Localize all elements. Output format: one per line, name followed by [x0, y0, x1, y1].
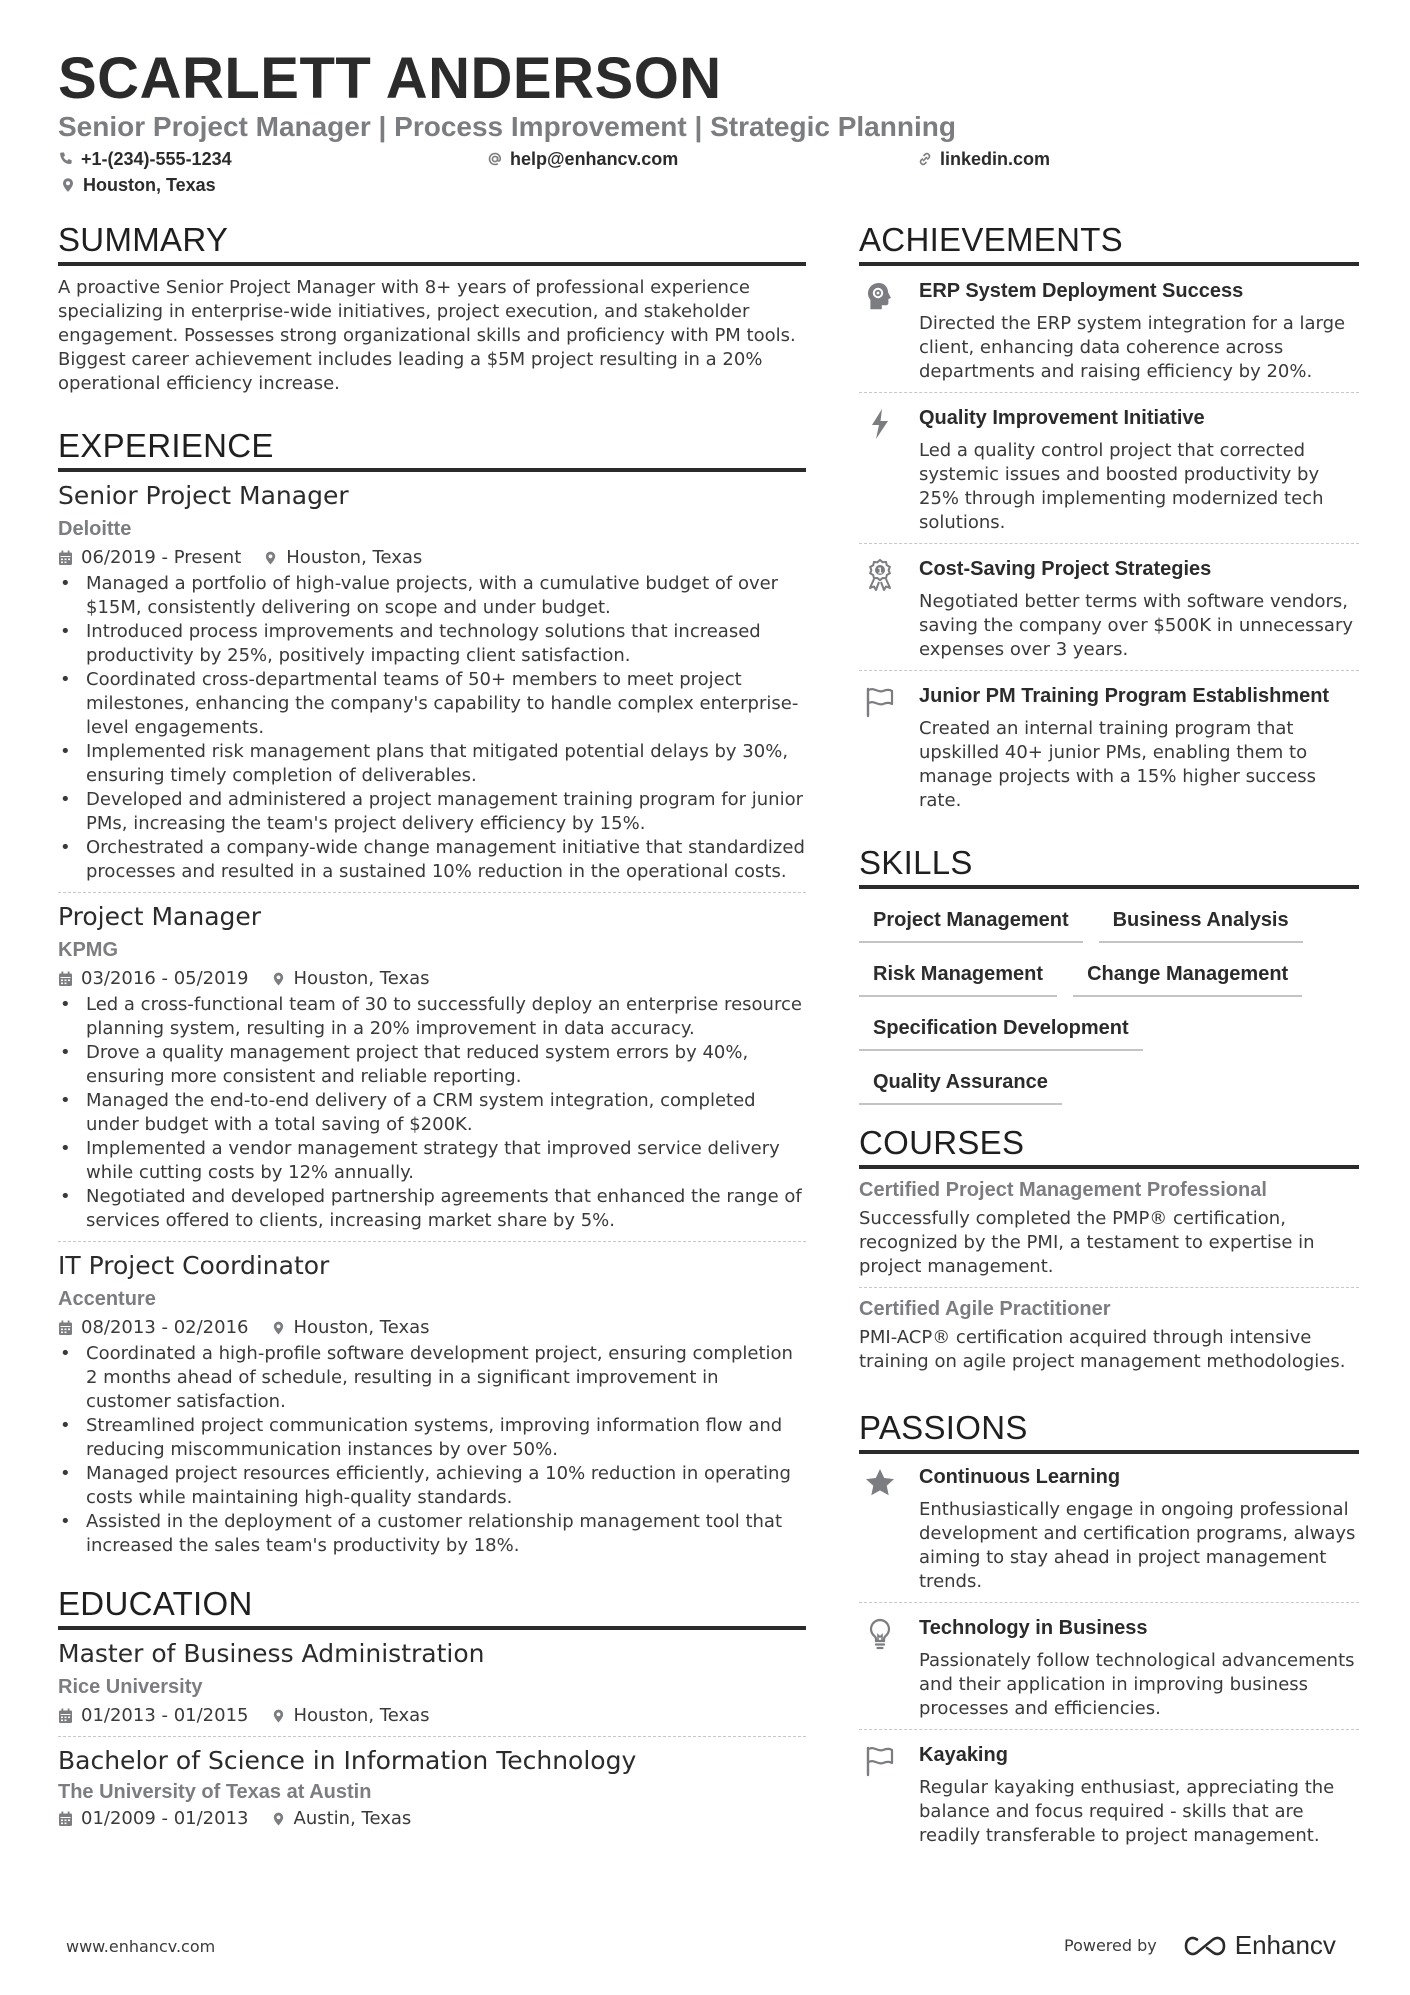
- candidate-name: SCARLETT ANDERSON: [58, 46, 722, 111]
- course-title: Certified Project Management Professional: [859, 1179, 1267, 1201]
- passion-title: Kayaking: [919, 1744, 1008, 1766]
- job-meta: [58, 967, 806, 991]
- degree-title: Bachelor of Science in Information Technology: [58, 1746, 637, 1775]
- education-entry: [58, 1737, 806, 1839]
- location-pin-icon: [271, 971, 286, 987]
- achievement-desc: Directed the ERP system integration for a large client, enhancing data coherence across departments and raising efficiency by 20%.: [919, 313, 1346, 382]
- skill-tag: Risk Management: [859, 957, 1057, 997]
- courses-heading: COURSES: [859, 1123, 1359, 1169]
- experience-entry: [58, 1242, 806, 1566]
- flag-icon: [863, 685, 897, 719]
- contact-location: [60, 174, 216, 196]
- achievement-title: ERP System Deployment Success: [919, 280, 1244, 302]
- passion-title: Continuous Learning: [919, 1466, 1121, 1488]
- school-name: Rice University: [58, 1676, 203, 1698]
- award-badge-icon: [863, 558, 897, 592]
- company-name: Deloitte: [58, 518, 132, 540]
- skill-tag: Quality Assurance: [859, 1065, 1062, 1105]
- achievement-title: Junior PM Training Program Establishment: [919, 685, 1330, 707]
- summary-text: A proactive Senior Project Manager with 8+ years of professional experience specializing in enterprise-wide initiatives, project execution, and stakeholder engagement. Possesses strong organizational skills and proficiency with PM tools. Biggest career achievement includes leading a $5M project resulting in a 20% operational efficiency increase.: [58, 277, 796, 394]
- location-pin-icon: [271, 1320, 286, 1336]
- phone-text: +1-(234)-555-1234: [81, 149, 232, 169]
- job-bullets: [58, 993, 806, 1233]
- passion-icon-wrap: [859, 1615, 901, 1721]
- passion-icon-wrap: [859, 1742, 901, 1848]
- course-desc: Successfully completed the PMP® certification, recognized by the PMI, a testament to expertise in project management.: [859, 1208, 1315, 1277]
- skills-list: [859, 889, 1359, 1119]
- school-name: The University of Texas at Austin: [58, 1781, 372, 1803]
- footer-website[interactable]: www.enhancv.com: [66, 1937, 216, 1956]
- education-dates: [58, 1807, 249, 1831]
- at-sign-icon: [487, 151, 503, 167]
- education-meta: [58, 1704, 806, 1728]
- calendar-icon: [58, 1708, 73, 1724]
- skill-tag: Specification Development: [859, 1011, 1143, 1051]
- passion-icon-wrap: [859, 1464, 901, 1594]
- passion-item: [859, 1730, 1359, 1856]
- achievement-item: [859, 393, 1359, 544]
- bullet-item: • Led a cross-functional team of 30 to successfully deploy an enterprise resource planning system, resulting in a 20% improvement in data accuracy.: [58, 993, 806, 1041]
- job-location-text: Houston, Texas: [293, 968, 430, 989]
- bullet-item: • Introduced process improvements and technology solutions that increased productivity by 25%, positively impacting client satisfaction.: [58, 620, 806, 668]
- bullet-item: • Implemented risk management plans that mitigated potential delays by 30%, ensuring timely completion of deliverables.: [58, 740, 806, 788]
- experience-entry: [58, 472, 806, 893]
- job-dates: [58, 1316, 249, 1340]
- achievement-body: [919, 556, 1359, 662]
- achievement-title: Quality Improvement Initiative: [919, 407, 1205, 429]
- bullet-item: • Negotiated and developed partnership agreements that enhanced the range of services offered to clients, increasing market share by 5%.: [58, 1185, 806, 1233]
- passion-body: [919, 1464, 1359, 1594]
- degree-title: Master of Business Administration: [58, 1639, 485, 1668]
- bullet-item: • Managed project resources efficiently, achieving a 10% reduction in operating costs while maintaining high-quality standards.: [58, 1462, 806, 1510]
- experience-entry: [58, 893, 806, 1242]
- calendar-icon: [58, 1811, 73, 1827]
- course-title: Certified Agile Practitioner: [859, 1298, 1111, 1320]
- passion-body: [919, 1615, 1359, 1721]
- achievement-body: [919, 683, 1359, 813]
- passions-heading: PASSIONS: [859, 1408, 1359, 1454]
- bullet-item: • Assisted in the deployment of a customer relationship management tool that increased the sales team's productivity by 18%.: [58, 1510, 806, 1558]
- job-location-text: Houston, Texas: [286, 547, 423, 568]
- job-bullets: [58, 572, 806, 884]
- calendar-icon: [58, 550, 73, 566]
- skill-tag: Business Analysis: [1099, 903, 1303, 943]
- left-column: [58, 220, 806, 1839]
- bullet-item: • Implemented a vendor management strategy that improved service delivery while cutting costs by 12% annually.: [58, 1137, 806, 1185]
- passion-title: Technology in Business: [919, 1617, 1148, 1639]
- job-dates-text: 03/2016 - 05/2019: [81, 968, 249, 989]
- footer-branding: [1064, 1930, 1336, 1961]
- passion-desc: Regular kayaking enthusiast, appreciating the balance and focus required - skills that are readily transferable to project management.: [919, 1777, 1335, 1846]
- achievement-body: [919, 405, 1359, 535]
- education-location: [271, 1807, 412, 1831]
- education-location-text: Houston, Texas: [293, 1705, 430, 1726]
- brand-logo[interactable]: [1183, 1930, 1336, 1961]
- location-pin-icon: [271, 1708, 286, 1724]
- candidate-headline: Senior Project Manager | Process Improvement | Strategic Planning: [58, 111, 956, 142]
- powered-by-text: Powered by: [1064, 1936, 1157, 1955]
- job-meta: [58, 546, 806, 570]
- skill-tag: Project Management: [859, 903, 1083, 943]
- achievement-body: [919, 278, 1359, 384]
- job-dates-text: 06/2019 - Present: [81, 547, 242, 568]
- head-gear-icon: [863, 280, 897, 314]
- location-pin-icon: [60, 177, 76, 193]
- job-title: Senior Project Manager: [58, 481, 349, 510]
- lightning-icon: [863, 407, 897, 441]
- job-location: [271, 1316, 430, 1340]
- course-desc: PMI-ACP® certification acquired through intensive training on agile project management methodologies.: [859, 1327, 1346, 1372]
- calendar-icon: [58, 971, 73, 987]
- location-pin-icon: [263, 550, 278, 566]
- bullet-item: • Developed and administered a project management training program for junior PMs, increasing the team's project delivery efficiency by 15%.: [58, 788, 806, 836]
- achievement-icon-wrap: [859, 683, 901, 813]
- bullet-item: • Orchestrated a company-wide change management initiative that standardized processes and resulted in a sustained 10% reduction in the operational costs.: [58, 836, 806, 884]
- achievements-heading: ACHIEVEMENTS: [859, 220, 1359, 266]
- achievement-desc: Led a quality control project that corrected systemic issues and boosted productivity by 25% through implementing modernized tech solutions.: [919, 440, 1324, 533]
- job-location: [271, 967, 430, 991]
- passion-item: [859, 1454, 1359, 1603]
- passion-desc: Enthusiastically engage in ongoing professional development and certification programs, always aiming to stay ahead in project management trends.: [919, 1499, 1356, 1592]
- education-dates-text: 01/2013 - 01/2015: [81, 1705, 249, 1726]
- job-dates: [58, 967, 249, 991]
- bullet-item: • Managed a portfolio of high-value projects, with a cumulative budget of over $15M, consistently delivering on scope and under budget.: [58, 572, 806, 620]
- bullet-item: • Coordinated a high-profile software development project, ensuring completion 2 months ahead of schedule, resulting in a significant improvement in customer satisfaction.: [58, 1342, 806, 1414]
- svg-text:1: 1: [877, 566, 883, 576]
- job-title: IT Project Coordinator: [58, 1251, 330, 1280]
- job-bullets: [58, 1342, 806, 1558]
- contact-phone: [58, 148, 232, 170]
- contact-email[interactable]: [487, 148, 678, 170]
- passion-item: [859, 1603, 1359, 1730]
- achievement-desc: Created an internal training program that upskilled 40+ junior PMs, enabling them to manage projects with a 15% higher success rate.: [919, 718, 1317, 811]
- calendar-icon: [58, 1320, 73, 1336]
- passion-body: [919, 1742, 1359, 1848]
- bullet-item: • Drove a quality management project that reduced system errors by 40%, ensuring more consistent and reliable reporting.: [58, 1041, 806, 1089]
- education-location-text: Austin, Texas: [293, 1808, 412, 1829]
- skills-heading: SKILLS: [859, 843, 1359, 889]
- achievement-item: [859, 266, 1359, 393]
- linkedin-text[interactable]: linkedin.com: [940, 149, 1051, 169]
- phone-icon: [58, 151, 74, 167]
- contact-linkedin[interactable]: [917, 148, 1050, 170]
- right-column: [859, 220, 1359, 1856]
- lightbulb-icon: [863, 1617, 897, 1651]
- education-meta: [58, 1807, 806, 1831]
- email-text[interactable]: help@enhancv.com: [510, 149, 679, 169]
- job-location: [263, 546, 422, 570]
- summary-heading: SUMMARY: [58, 220, 806, 266]
- education-dates: [58, 1704, 249, 1728]
- bullet-item: • Streamlined project communication systems, improving information flow and reducing miscommunication instances by over 50%.: [58, 1414, 806, 1462]
- achievement-item: [859, 671, 1359, 821]
- brand-name: Enhancv: [1234, 1930, 1336, 1960]
- flag-icon: [863, 1744, 897, 1778]
- education-dates-text: 01/2009 - 01/2013: [81, 1808, 249, 1829]
- job-dates-text: 08/2013 - 02/2016: [81, 1317, 249, 1338]
- company-name: Accenture: [58, 1288, 156, 1310]
- experience-heading: EXPERIENCE: [58, 426, 806, 472]
- achievement-desc: Negotiated better terms with software vendors, saving the company over $500K in unnecessary expenses over 3 years.: [919, 591, 1353, 660]
- education-location: [271, 1704, 430, 1728]
- achievement-item: [859, 544, 1359, 671]
- bullet-item: • Managed the end-to-end delivery of a CRM system integration, completed under budget with a total saving of $200K.: [58, 1089, 806, 1137]
- location-text: Houston, Texas: [83, 175, 216, 195]
- passion-desc: Passionately follow technological advancements and their application in improving business processes and efficiencies.: [919, 1650, 1355, 1719]
- job-dates: [58, 546, 241, 570]
- course-item: [859, 1169, 1359, 1288]
- skill-tag: Change Management: [1073, 957, 1302, 997]
- education-heading: EDUCATION: [58, 1584, 806, 1630]
- achievement-icon-wrap: [859, 556, 901, 662]
- achievement-icon-wrap: [859, 278, 901, 384]
- star-icon: [863, 1466, 897, 1500]
- bullet-item: • Coordinated cross-departmental teams of 50+ members to meet project milestones, enhancing the company's capability to handle complex enterprise-level engagements.: [58, 668, 806, 740]
- job-location-text: Houston, Texas: [293, 1317, 430, 1338]
- company-name: KPMG: [58, 939, 118, 961]
- job-meta: [58, 1316, 806, 1340]
- job-title: Project Manager: [58, 902, 262, 931]
- course-item: [859, 1288, 1359, 1382]
- enhancv-logo-icon: [1183, 1934, 1227, 1958]
- achievement-icon-wrap: [859, 405, 901, 535]
- link-icon: [917, 151, 933, 167]
- location-pin-icon: [271, 1811, 286, 1827]
- achievement-title: Cost-Saving Project Strategies: [919, 558, 1212, 580]
- education-entry: [58, 1630, 806, 1737]
